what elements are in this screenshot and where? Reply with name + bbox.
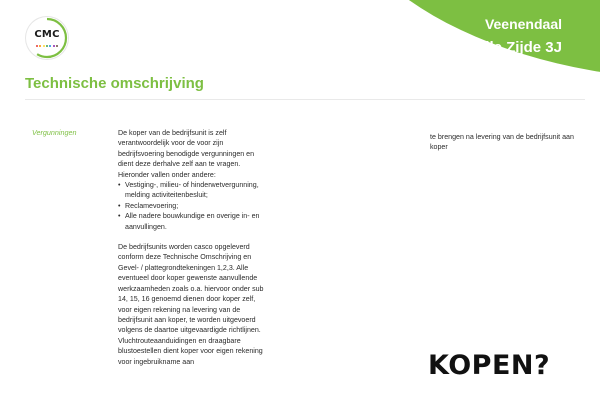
list-item-text: Alle nadere bouwkundige en overige in- en aanvullingen. [125, 212, 260, 231]
bullet-icon: • [118, 201, 121, 210]
permit-list [118, 180, 268, 232]
header-address: De Smalle Zijde 3J [430, 39, 562, 56]
paragraph-continuation: te brengen na levering van de bedrijfsunit aan koper [430, 133, 574, 152]
kopen-heading: KOPEN? [428, 350, 551, 381]
paragraph-intro: De koper van de bedrijfsunit is zelf verantwoordelijk voor de voor zijn bedrijfsvoering benodigde vergunningen en dient deze derhalve zelf aan te vragen. Hieronder vallen onder andere: [118, 129, 255, 179]
bullet-icon: • [118, 212, 121, 221]
logo-text: CMC [34, 29, 60, 40]
body-column-right [430, 132, 580, 153]
list-item-text: Reclamevoering; [125, 201, 179, 210]
paragraph-delivery: De bedrijfsunits worden casco opgeleverd conform deze Technische Omschrijving en Gevel- / plattegrondtekeningen 1,2,3. Alle eventueel door koper gewenste aanvullende werkzaamheden zoals o.a. hiervoor onder sub 14, 15, 16 genoemd dienen door koper zelf, voor eigen rekening na levering van de bedrijfsunit aan koper, te worden uitgevoerd volgens de daartoe uitgevaardigde richtlijnen. Vluchtrouteaanduidingen en draagbare blustoestellen dient koper voor eigen rekening voor ingebruikname aan [118, 243, 264, 366]
header-location: Veenendaal [484, 16, 562, 32]
title-divider [25, 99, 585, 100]
section-label: Vergunningen [32, 128, 77, 137]
cmc-logo [26, 17, 68, 59]
bullet-icon: • [118, 181, 121, 190]
body-column-left [118, 128, 268, 377]
logo-dots-icon [36, 45, 58, 48]
list-item-text: Vestiging-, milieu- of hinderwetvergunning, melding activiteitenbesluit; [125, 181, 259, 200]
list-item [118, 201, 268, 211]
header-address-block [430, 14, 562, 58]
list-item [118, 211, 268, 232]
page-title: Technische omschrijving [25, 75, 204, 92]
list-item [118, 180, 268, 201]
